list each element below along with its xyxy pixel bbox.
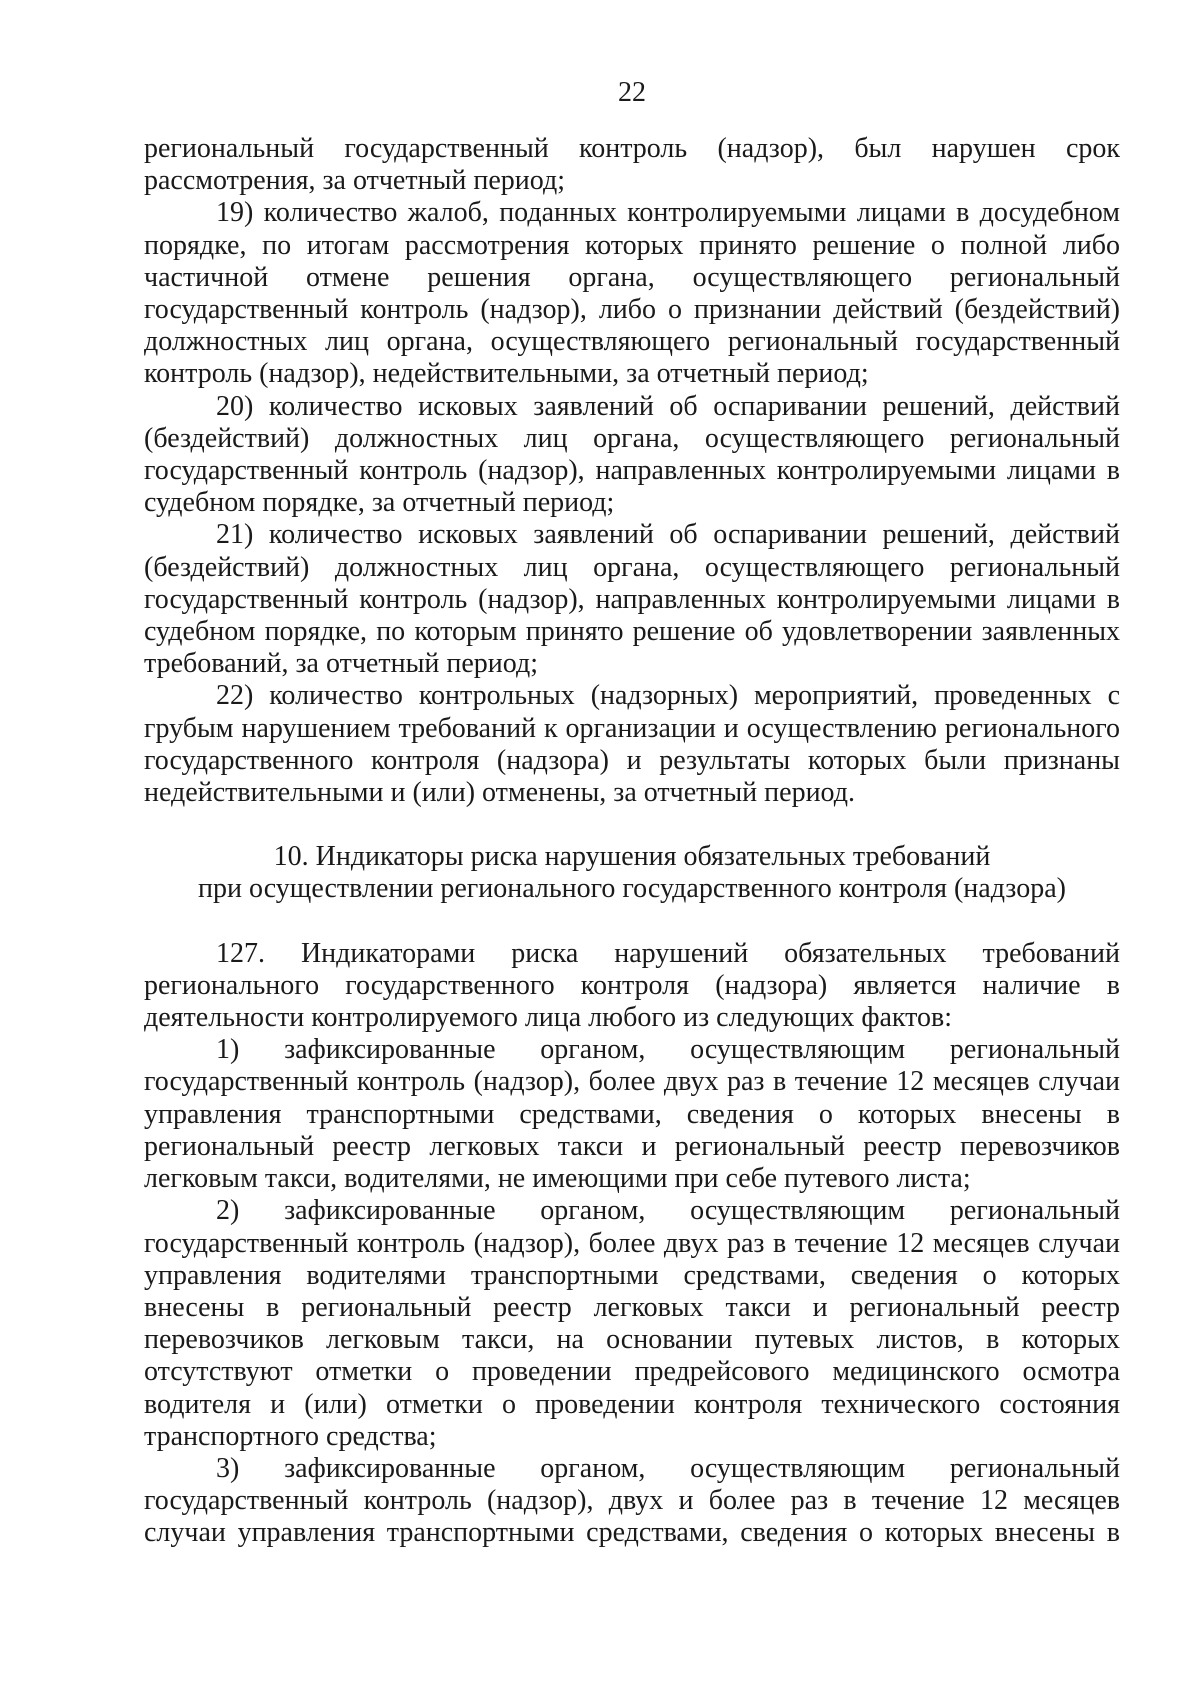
- list-item-22: 22) количество контрольных (надзорных) мероприятий, проведенных с грубым нарушением требований к организации и осуществлению регионального государственного контроля (надзора) и результаты которых были признаны недействительными и (или) отменены, за отчетный период.: [144, 680, 1120, 809]
- list-item-21: 21) количество исковых заявлений об оспаривании решений, действий (бездействий) должностных лиц органа, осуществляющего региональный государственный контроль (надзор), направленных контролируемыми лицами в судебном порядке, по которым принято решение об удовлетворении заявленных требований, за отчетный период;: [144, 519, 1120, 680]
- section-heading-line-2: при осуществлении регионального государственного контроля (надзора): [198, 873, 1066, 905]
- section-heading: [144, 841, 1120, 905]
- list-item-20: 20) количество исковых заявлений об оспаривании решений, действий (бездействий) должностных лиц органа, осуществляющего региональный государственный контроль (надзор), направленных контролируемыми лицами в судебном порядке, за отчетный период;: [144, 390, 1120, 519]
- section-heading-line-1: 10. Индикаторы риска нарушения обязательных требований: [273, 841, 991, 873]
- list-item-19: 19) количество жалоб, поданных контролируемыми лицами в досудебном порядке, по итогам рассмотрения которых принято решение о полной либо частичной отмене решения органа, осуществляющего региональный государственный контроль (надзор), либо о признании действий (бездействий) должностных лиц органа, осуществляющего региональный государственный контроль (надзор), недействительными, за отчетный период;: [144, 197, 1120, 390]
- page-number: 22: [618, 77, 646, 108]
- document-body: [144, 133, 1120, 1550]
- paragraph-127: 127. Индикаторами риска нарушений обязательных требований регионального государственного контроля (надзора) является наличие в деятельности контролируемого лица любого из следующих фактов:: [144, 937, 1120, 1034]
- indicator-item-2: 2) зафиксированные органом, осуществляющим региональный государственный контроль (надзор), более двух раз в течение 12 месяцев случаи управления водителями транспортными средствами, сведения о которых внесены в региональный реестр легковых такси и региональный реестр перевозчиков легковым такси, на основании путевых листов, в которых отсутствуют отметки о проведении предрейсового медицинского осмотра водителя и (или) отметки о проведении контроля технического состояния транспортного средства;: [144, 1195, 1120, 1452]
- indicator-item-3: 3) зафиксированные органом, осуществляющим региональный государственный контроль (надзор), двух и более раз в течение 12 месяцев случаи управления транспортными средствами, сведения о которых внесены в: [144, 1452, 1120, 1549]
- paragraph-continuation: региональный государственный контроль (надзор), был нарушен срок рассмотрения, за отчетный период;: [144, 133, 1120, 197]
- indicator-item-1: 1) зафиксированные органом, осуществляющим региональный государственный контроль (надзор), более двух раз в течение 12 месяцев случаи управления транспортными средствами, сведения о которых внесены в региональный реестр легковых такси и региональный реестр перевозчиков легковым такси, водителями, не имеющими при себе путевого листа;: [144, 1034, 1120, 1195]
